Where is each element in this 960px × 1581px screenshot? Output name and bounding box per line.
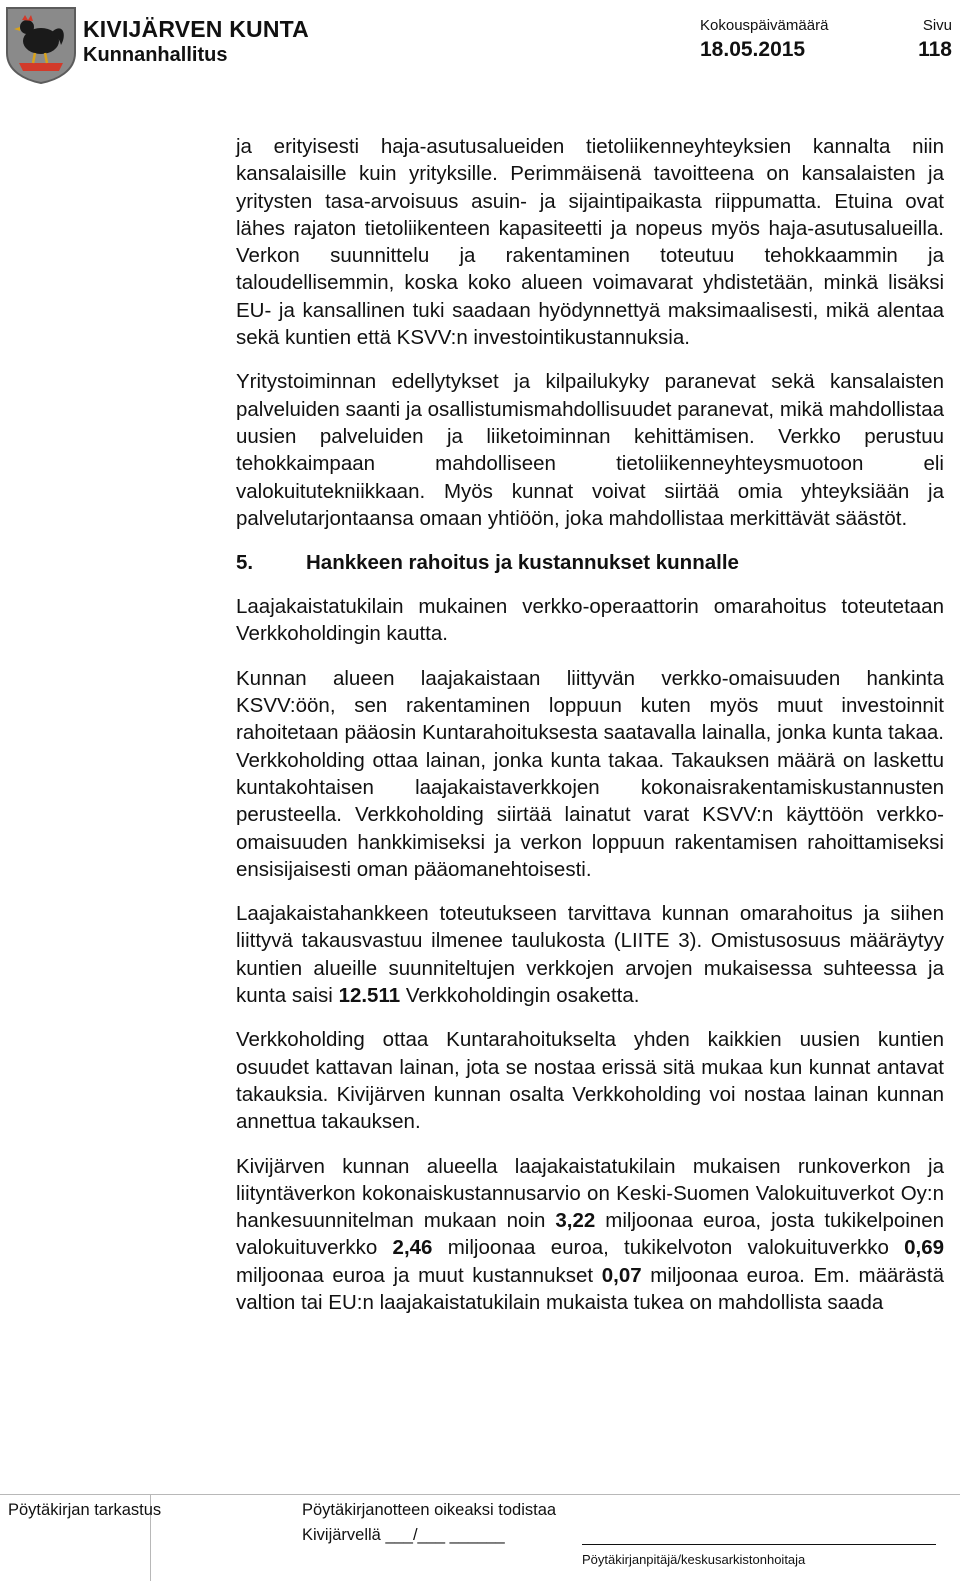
text-run: miljoonaa euroa. Em. määrästä valtion tai EU:n laajakaistatukilain mukaista tukea on mahdollista saada [236, 1263, 944, 1314]
section-number: 5. [236, 551, 254, 575]
certification-label: Pöytäkirjanotteen oikeaksi todistaa [302, 1501, 557, 1519]
section-heading [236, 549, 944, 576]
meeting-date-block [700, 16, 828, 64]
municipality-name: KIVIJÄRVEN KUNTA [83, 16, 309, 42]
minutes-review-label: Pöytäkirjan tarkastus [8, 1501, 162, 1519]
page-footer [0, 1494, 960, 1581]
page-number-block [918, 16, 952, 64]
paragraph [236, 900, 944, 1009]
text-run: miljoonaa euroa ja muut kustannukset [236, 1263, 602, 1287]
document-body [236, 133, 944, 1333]
meeting-date-label: Kokouspäivämäärä [700, 17, 829, 34]
text-run: miljoonaa euroa, tukikelvoton valokuituverkko [432, 1236, 905, 1260]
organization-block [83, 16, 309, 68]
share-count: 12.511 [338, 984, 401, 1008]
footer-divider [0, 1494, 960, 1495]
page-number-label: Sivu [922, 17, 952, 34]
text-run: Verkkoholdingin osaketta. [400, 984, 640, 1008]
paragraph [236, 1153, 944, 1317]
eligible-cost-value: 2,46 [392, 1236, 433, 1260]
section-title: Hankkeen rahoitus ja kustannukset kunnalle [306, 551, 739, 575]
total-cost-value: 3,22 [555, 1209, 596, 1233]
page-number-value: 118 [918, 38, 952, 61]
signer-title: Pöytäkirjanpitäjä/keskusarkistonhoitaja [582, 1552, 806, 1567]
page-header [0, 0, 960, 90]
signature-line [582, 1544, 936, 1545]
ineligible-cost-value: 0,69 [904, 1236, 945, 1260]
meeting-date-value: 18.05.2015 [700, 38, 806, 61]
other-cost-value: 0,07 [601, 1263, 642, 1287]
paragraph: Yritystoiminnan edellytykset ja kilpailukyky paranevat sekä kansalaisten palveluiden saanti ja osallistumismahdollisuudet paranevat, mikä mahdollistaa uusien palveluiden ja liiketoiminnan kehittämisen. Verkko perustuu tehokkaimpaan mahdolliseen tietoliikenneyhteysmuotoon eli valokuitutekniikkaan. Myös kunnat voivat siirtää omia yhteyksiään ja palvelutarjontaansa omaan yhtiöön, joka mahdollistaa merkittävät säästöt. [236, 370, 944, 530]
paragraph: Laajakaistatukilain mukainen verkko-operaattorin omarahoitus toteutetaan Verkkoholdingin kautta. [236, 595, 944, 646]
text-run: Kivijärven kunnan alueella laajakaistatukilain mukaisen runkoverkon ja liityntäverkon kokonaiskustannusarvio on Keski-Suomen Valokuituverkot Oy:n hankesuunnitelman mukaan noin [236, 1154, 944, 1233]
text-run: Laajakaistahankkeen toteutukseen tarvittava kunnan omarahoitus ja siihen liittyvä takausvastuu ilmenee taulukosta (LIITE 3). Omistusosuus määräytyy kuntien alueille suunniteltujen verkkojen arvojen mukaisessa suhteessa ja kunta saisi [236, 902, 944, 1008]
governing-body: Kunnanhallitus [83, 44, 228, 66]
text-run: miljoonaa euroa, josta tukikelpoinen valokuituverkko [236, 1209, 945, 1260]
paragraph: Verkkoholding ottaa Kuntarahoitukselta yhden kaikkien uusien kuntien osuudet kattavan lainan, jota se nostaa erissä sitä mukaa kun kunnat antavat takauksia. Kivijärven kunnan osalta Verkkoholding voi nostaa lainan kunnan annettua takauksen. [236, 1028, 944, 1134]
place-date-line: Kivijärvellä ___/___ ______ [302, 1526, 505, 1544]
paragraph: ja erityisesti haja-asutusalueiden tietoliikenneyhteyksien kannalta niin kansalaisille kuin yrityksille. Perimmäisenä tavoitteena on kansalaisten ja yritysten tasa-arvoisuus asuin- ja sijaintipaikasta riippumatta. Etuina ovat lähes rajaton tietoliikenteen kapasiteetti ja nopeus myös haja-asutusalueilla. Verkon suunnittelu ja rakentaminen toteutuu tehokkaammin ja taloudellisemmin, koska koko alueen voimavarat yhdistetään, minkä lisäksi EU- ja kansallinen tuki saadaan hyödynnettyä maksimaalisesti, mikä alentaa sekä kuntien että KSVV:n investointikustannuksia. [236, 135, 944, 350]
municipal-coat-of-arms [5, 5, 77, 85]
paragraph: Kunnan alueen laajakaistaan liittyvän verkko-omaisuuden hankinta KSVV:öön, sen rakentaminen loppuun kuten myös muut investoinnit rahoitetaan pääosin Kuntarahoituksesta saatavalla lainalla, jonka kunta takaa. Verkkoholding ottaa lainan, jonka kunta takaa. Takauksen määrä on laskettu kuntakohtaisen laajakaistaverkkojen kokonaisrakentamiskustannusten perusteella. Verkkoholding siirtää lainatut varat KSVV:n käyttöön verkko-omaisuuden hankkimiseksi ja verkon loppuun rakentamisen rahoittamiseksi ensisijaisesti oman pääomanehtoisesti. [236, 666, 944, 881]
